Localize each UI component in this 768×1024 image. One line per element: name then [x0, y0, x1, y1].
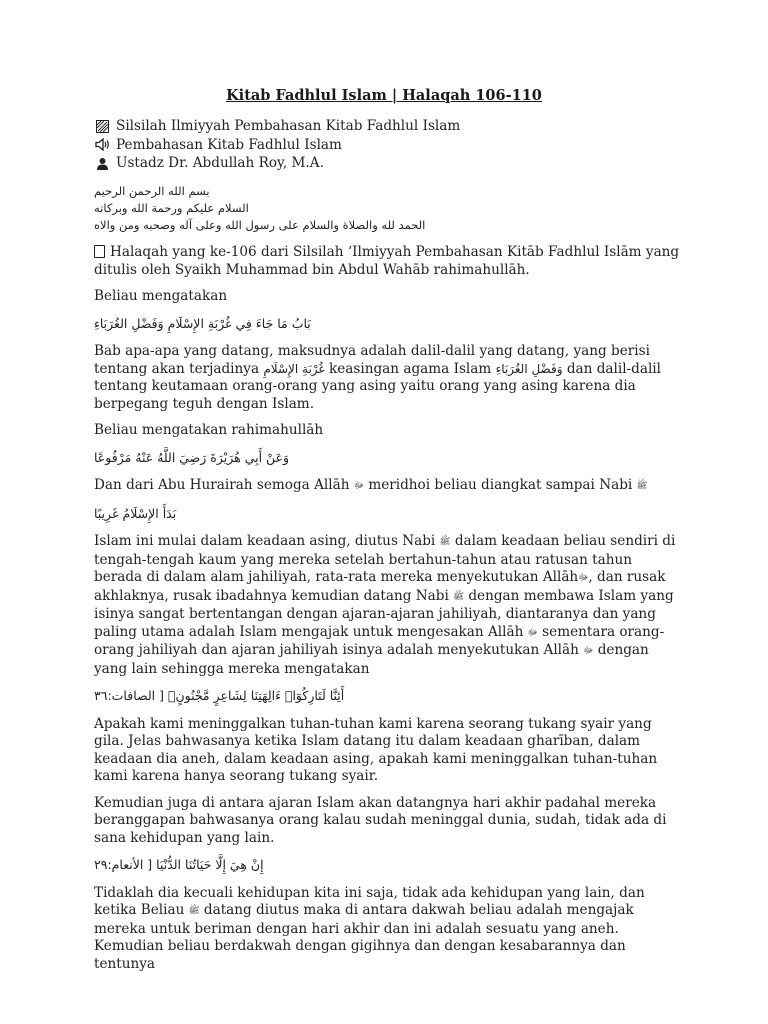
arabic-quote: وَعَنْ أَبِي هُرَيْرَةَ رَضِيَ اللَّهُ عَنْهُ مَرْفُوعًا [94, 449, 290, 465]
meta-item-label: Silsilah Ilmiyyah Pembahasan Kitab Fadhlul Islam [116, 118, 461, 135]
meta-item-speaker [94, 154, 674, 173]
paragraph: Kemudian beliau berdakwah dengan gigihnya dan dengan kesabarannya dan tentunya [94, 938, 626, 972]
paragraph-text: Islam ini mulai dalam keadaan asing, diutus Nabi [94, 533, 436, 549]
swt-symbol: ﷻ [527, 627, 538, 638]
paragraph-text: Dan dari Abu Hurairah semoga Allāh [94, 477, 350, 493]
paragraph-text: meridhoi beliau diangkat sampai Nabi [368, 477, 633, 493]
striped-square-icon [94, 119, 110, 133]
paragraph-text: dalam keadaan beliau sendiri di tengah-tengah kaum yang mereka setelah bertahun-tahun atau ratusan tahun berada di dalam alam jahiliyah, rata-rata mereka menyekutukan Allāh [94, 533, 676, 585]
paragraph: Apakah kami meninggalkan tuhan-tuhan kami karena seorang tukang syair yang gila. Jelas bahwasanya ketika Islam datang itu dalam keadaan gharīban, dalam keadaan dia aneh, dalam keadaan asing, apakah kami meninggalkan tuhan-tuhan kami karena hanya seorang tukang syair. [94, 715, 658, 784]
arabic-quote: إِنْ هِيَ إِلَّا حَيَاتُنَا الدُّنْيَا [ الأنعام:٢٩ [94, 857, 264, 872]
user-icon [94, 156, 110, 170]
saw-symbol: ﷺ [188, 906, 200, 916]
arabic-quote: بَدَأَ الإِسْلَامُ غَرِيبًا [94, 505, 177, 521]
paragraph-text: dan dalil-dalil tentang keutamaan orang-orang yang asing yaitu orang yang asing karena dia berpegang teguh dengan Islam. [94, 360, 662, 412]
paragraph-text: keasingan agama Islam [329, 360, 492, 377]
arabic-quote: بَابُ مَا جَاءَ فِي غُرْبَةِ الإِسْلَامِ وَفَضْلِ الغُرَبَاءِ [94, 315, 311, 331]
meta-item-topic [94, 136, 674, 155]
swt-symbol: ﷻ [578, 573, 589, 583]
paragraph [94, 244, 680, 279]
paragraph-text: dengan membawa Islam yang isinya sangat bertentangan dengan ajaran-ajaran jahiliyah, diantaranya dan yang paling utama adalah Islam mengajak untuk mengesakan Allāh [94, 587, 674, 640]
paragraph-text: dengan yang lain sehingga mereka mengatakan [94, 642, 649, 677]
paragraph-text: , dan rusak akhlaknya, rusak ibadahnya kemudian datang Nabi [94, 569, 666, 604]
paragraph [94, 533, 680, 678]
article-body [94, 244, 680, 982]
saw-symbol: ﷺ [636, 481, 648, 491]
paragraph [94, 343, 680, 413]
salam-line: السلام عليكم ورحمة الله وبركاته [94, 201, 249, 215]
paragraph-text: sementara orang-orang jahiliyah dan ajaran jahiliyah isinya adalah menyekutukan Allāh [94, 623, 665, 658]
paragraph [94, 477, 680, 496]
meta-list [94, 117, 674, 173]
meta-item-series [94, 117, 674, 136]
hamdalah-line: الحمد لله والصلاة والسلام على رسول الله وعلى آله وصحبه ومن والاه [94, 218, 426, 232]
swt-symbol: ﷻ [583, 646, 594, 656]
meta-item-label: Ustadz Dr. Abdullah Roy, M.A. [116, 155, 324, 172]
paragraph-text: datang diutus maka di antara dakwah beliau adalah mengajak mereka untuk beriman dengan hari akhir dan ini adalah sesuatu yang aneh. [94, 902, 634, 937]
page-title: Kitab Fadhlul Islam | Halaqah 106-110 [226, 87, 542, 104]
paragraph-text: Bab apa-apa yang datang, maksudnya adalah dalil-dalil yang datang, yang berisi tentang akan terjadinya [94, 343, 650, 377]
paragraph: Kemudian juga di antara ajaran Islam akan datangnya hari akhir padahal mereka beranggapan bahwasanya orang kalau sudah meninggal dunia, sudah, tidak ada di sana kehidupan yang lain. [94, 794, 667, 846]
arabic-inline: غُرْبَةِ الإِسْلَامِ [263, 361, 325, 376]
swt-symbol: ﷻ [353, 481, 364, 491]
paragraph-text: Halaqah yang ke-106 dari Silsilah ‘Ilmiyyah Pembahasan Kitāb Fadhlul Islām yang ditulis oleh Syaikh Muhammad bin Abdul Wahāb rahimahullāh. [94, 244, 680, 278]
speaker-icon [94, 138, 110, 152]
paragraph: Beliau mengatakan rahimahullāh [94, 422, 324, 438]
arabic-inline: وَفَضْلِ الغُرَبَاءِ [495, 361, 563, 376]
paragraph [94, 885, 680, 939]
paragraph: Beliau mengatakan [94, 288, 228, 304]
arabic-quote: أَئِنَّا لَتَارِكُوٓا۟ ءَالِهَتِنَا لِشَاعِرٍ مَّجْنُونٍۭ [ الصافات:٣٦ [94, 688, 345, 703]
saw-symbol: ﷺ [439, 537, 451, 547]
meta-item-label: Pembahasan Kitab Fadhlul Islam [116, 136, 342, 153]
opening-arabic [94, 183, 674, 234]
book-icon [94, 245, 105, 258]
basmalah-line: بسم الله الرحمن الرحيم [94, 184, 210, 198]
saw-symbol: ﷺ [453, 591, 464, 602]
paragraph-text: Tidaklah dia kecuali kehidupan kita ini saja, tidak ada kehidupan yang lain, dan ketika Beliau [94, 884, 645, 918]
